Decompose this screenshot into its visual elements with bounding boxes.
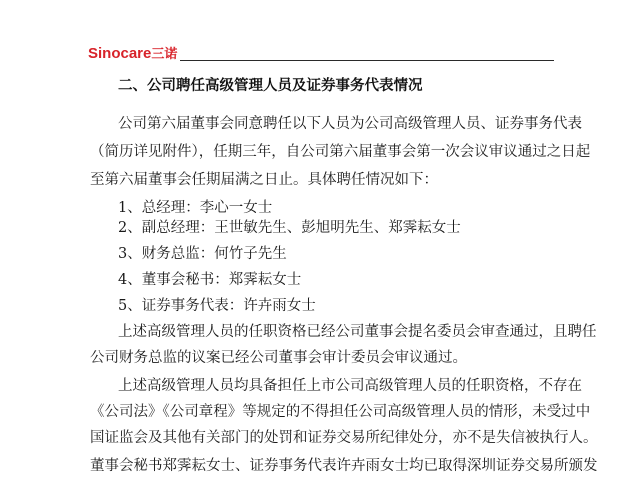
logo-cn-text: 三诺 <box>151 46 178 61</box>
paragraph1-line3: 至第六届董事会任期届满之日止。具体聘任情况如下： <box>90 172 438 188</box>
paragraph3-line3: 国证监会及其他有关部门的处罚和证券交易所纪律处分，亦不是失信被执行人。 <box>90 430 598 446</box>
paragraph3-line1: 上述高级管理人员均具备担任上市公司高级管理人员的任职资格，不存在 <box>118 378 582 394</box>
section-title: 二、公司聘任高级管理人员及证券事务代表情况 <box>118 78 423 94</box>
page-header <box>88 44 554 66</box>
list-item-board-secretary: 4、董事会秘书：郑霁耘女士 <box>118 272 302 288</box>
paragraph2-line2: 公司财务总监的议案已经公司董事会审计委员会审议通过。 <box>90 350 467 366</box>
sinocare-logo <box>88 44 177 64</box>
paragraph2-line1: 上述高级管理人员的任职资格已经公司董事会提名委员会审查通过，且聘任 <box>118 324 597 340</box>
header-divider <box>180 60 554 61</box>
paragraph1-line1: 公司第六届董事会同意聘任以下人员为公司高级管理人员、证券事务代表 <box>118 116 582 132</box>
list-item-cfo: 3、财务总监：何竹子先生 <box>118 246 287 262</box>
paragraph1-line2: （简历详见附件），任期三年，自公司第六届董事会第一次会议审议通过之日起 <box>90 144 591 160</box>
logo-text: Sinocare <box>88 45 152 62</box>
list-item-general-manager: 1、总经理：李心一女士 <box>118 200 273 216</box>
list-item-securities-rep: 5、证券事务代表：许卉雨女士 <box>118 298 316 314</box>
paragraph3-line2: 《公司法》《公司章程》等规定的不得担任公司高级管理人员的情形，未受过中 <box>90 404 591 420</box>
list-item-deputy-managers: 2、副总经理：王世敏先生、彭旭明先生、郑霁耘女士 <box>118 220 461 236</box>
paragraph3-line4: 董事会秘书郑霁耘女士、证券事务代表许卉雨女士均已取得深圳证券交易所颁发 <box>90 458 598 474</box>
